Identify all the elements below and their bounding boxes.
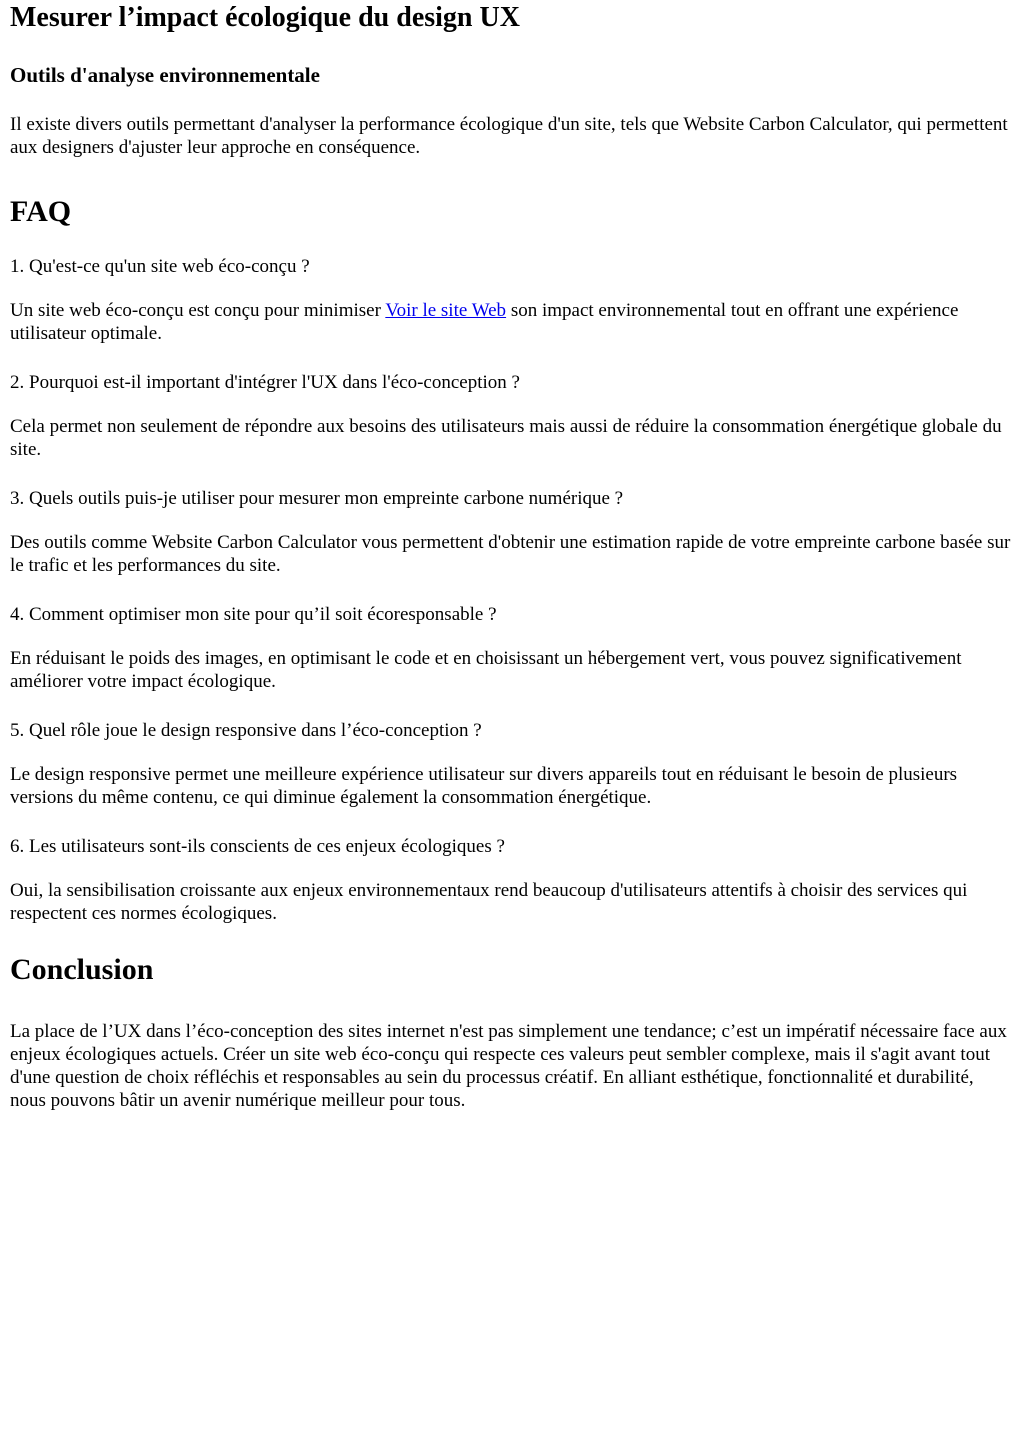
faq-answer: Des outils comme Website Carbon Calculator vous permettent d'obtenir une estimation rapide de votre empreinte carbone basée sur le trafic et les performances du site. — [10, 532, 1011, 576]
faq-answer: Cela permet non seulement de répondre aux besoins des utilisateurs mais aussi de réduire la consommation énergétique globale du site. — [10, 416, 1002, 460]
faq-item-6 — [10, 835, 1014, 925]
conclusion-paragraph: La place de l’UX dans l’éco-conception des sites internet n'est pas simplement une tendance; c’est un impératif nécessaire face aux enjeux écologiques actuels. Créer un site web éco-conçu qui respecte ces valeurs peut sembler complexe, mais il s'agit avant tout d'une question de choix réfléchis et responsables au sein du processus créatif. En alliant esthétique, fonctionnalité et durabilité, nous pouvons bâtir un avenir numérique meilleur pour tous. — [10, 1021, 1007, 1111]
tools-heading: Outils d'analyse environnementale — [10, 63, 320, 87]
faq-question: 1. Qu'est-ce qu'un site web éco-conçu ? — [10, 256, 310, 277]
tools-paragraph: Il existe divers outils permettant d'analyser la performance écologique d'un site, tels que Website Carbon Calculator, qui permettent aux designers d'ajuster leur approche en conséquence. — [10, 114, 1008, 158]
faq-answer: Oui, la sensibilisation croissante aux enjeux environnementaux rend beaucoup d'utilisateurs attentifs à choisir des services qui respectent ces normes écologiques. — [10, 880, 968, 924]
conclusion-heading: Conclusion — [10, 953, 154, 986]
faq-answer: En réduisant le poids des images, en optimisant le code et en choisissant un hébergement vert, vous pouvez significativement améliorer votre impact écologique. — [10, 648, 962, 692]
faq-question: 6. Les utilisateurs sont-ils conscients de ces enjeux écologiques ? — [10, 836, 505, 857]
faq-heading: FAQ — [10, 195, 72, 228]
faq-item-1 — [10, 255, 1014, 345]
faq-question: 3. Quels outils puis-je utiliser pour mesurer mon empreinte carbone numérique ? — [10, 488, 624, 509]
faq-answer-text: son impact environnemental tout en offrant une expérience utilisateur optimale. — [10, 300, 959, 344]
faq-list — [10, 255, 1014, 925]
faq-answer: Le design responsive permet une meilleure expérience utilisateur sur divers appareils tout en réduisant le besoin de plusieurs versions du même contenu, ce qui diminue également la consommation énergétique. — [10, 764, 958, 808]
faq-item-4 — [10, 603, 1014, 693]
faq-item-2 — [10, 371, 1014, 461]
faq-question: 2. Pourquoi est-il important d'intégrer l'UX dans l'éco-conception ? — [10, 372, 520, 393]
faq-answer — [10, 299, 1014, 345]
faq-answer-text: Un site web éco-conçu est conçu pour minimiser — [10, 300, 386, 321]
faq-item-5 — [10, 719, 1014, 809]
faq-item-3 — [10, 487, 1014, 577]
website-link[interactable]: Voir le site Web — [385, 300, 507, 321]
faq-question: 5. Quel rôle joue le design responsive dans l’éco-conception ? — [10, 720, 482, 741]
faq-question: 4. Comment optimiser mon site pour qu’il soit écoresponsable ? — [10, 604, 497, 625]
page-title: Mesurer l’impact écologique du design UX — [10, 2, 520, 33]
